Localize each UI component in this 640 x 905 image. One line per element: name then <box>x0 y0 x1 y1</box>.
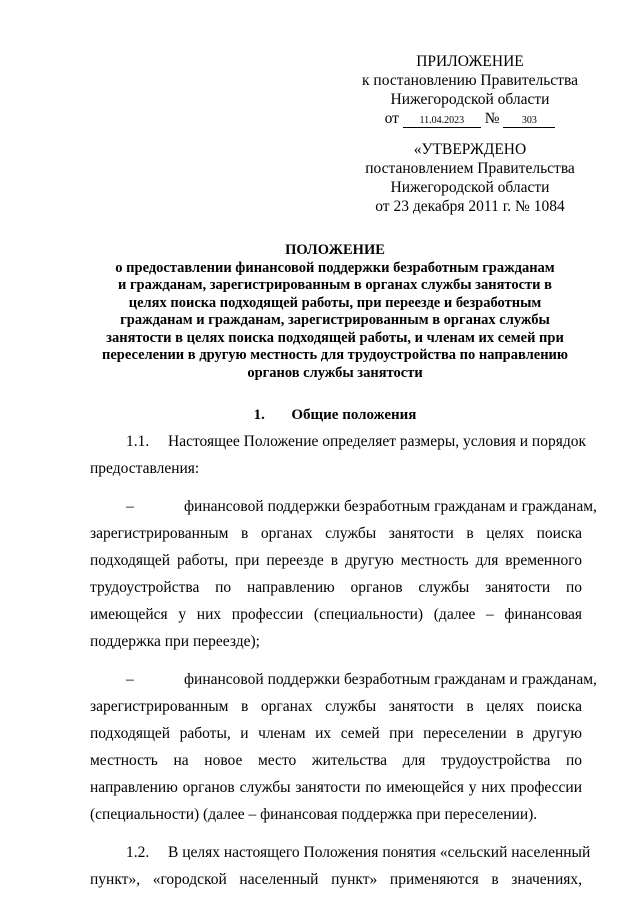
dash-marker: – <box>126 671 134 688</box>
paragraph-1-1-line: предоставления: <box>90 460 200 477</box>
approved-block <box>340 140 600 216</box>
bullet-1-line: трудоустройства по направлению органов службы занятости по <box>90 579 582 596</box>
bullet-1-line: имеющейся у них профессии (специальности) (далее – финансовая <box>90 606 582 623</box>
bullet-1-line: поддержка при переезде); <box>90 633 260 650</box>
appendix-date-line <box>340 109 600 128</box>
title-line: занятости в целях поиска подходящей работы, и членам их семей при <box>106 329 564 346</box>
approved-line-4: от 23 декабря 2011 г. № 1084 <box>375 198 565 215</box>
bullet-2-line: зарегистрированным в органах службы занятости в целях поиска <box>90 698 582 715</box>
title-line: и гражданам, зарегистрированным в органах службы занятости в <box>117 277 552 293</box>
approved-line-2: постановлением Правительства <box>365 160 575 177</box>
appendix-number: 303 <box>503 114 555 128</box>
bullet-2-line: подходящей работы, и членам их семей при переселении в другую <box>90 725 582 742</box>
section-number: 1. <box>253 407 265 423</box>
bullet-2-line: направлению органов службы занятости по имеющейся у них профессии <box>90 779 582 796</box>
appendix-line-3: Нижегородской области <box>390 91 550 108</box>
bullet-2-line: (специальности) (далее – финансовая поддержка при переселении). <box>90 806 538 823</box>
paragraph-number: 1.2. <box>126 844 150 861</box>
paragraph-1-1-line: 1.1. Настоящее Положение определяет размеры, условия и порядок <box>90 430 582 454</box>
bullet-2-line: местность на новое место жительства для трудоустройства по <box>90 752 582 769</box>
bullet-2-line: – финансовой поддержки безработным гражданам и гражданам, <box>90 668 582 692</box>
title-line: о предоставлении финансовой поддержки безработным гражданам <box>115 259 555 276</box>
from-label: от <box>384 110 399 127</box>
title-line: переселении в другую местность для трудоустройства по направлению <box>102 347 568 363</box>
document-title <box>75 242 595 382</box>
paragraph-1-2-line: 1.2. В целях настоящего Положения понятия «сельский населенный <box>90 841 582 865</box>
section-heading <box>75 406 595 425</box>
bullet-1-line: – финансовой поддержки безработным гражданам и гражданам, <box>90 495 582 519</box>
bullet-1-line: зарегистрированным в органах службы занятости в целях поиска <box>90 525 582 542</box>
title-line: органов службы занятости <box>247 364 423 381</box>
number-label: № <box>484 110 500 127</box>
title-line: целях поиска подходящей работы, при переезде и безработным <box>128 294 542 311</box>
appendix-line-2: к постановлению Правительства <box>362 72 578 89</box>
bullet-1-line: подходящей работы, при переезде в другую местность для временного <box>90 552 582 569</box>
appendix-date: 11.04.2023 <box>403 114 481 128</box>
appendix-block <box>340 52 600 128</box>
paragraph-number: 1.1. <box>126 433 150 450</box>
appendix-title: ПРИЛОЖЕНИЕ <box>416 53 524 70</box>
title-line: гражданам и гражданам, зарегистрированным в органах службы <box>120 312 550 328</box>
approved-line-3: Нижегородской области <box>390 179 550 196</box>
dash-marker: – <box>126 498 134 515</box>
paragraph-1-2-line: пункт», «городской населенный пункт» применяются в значениях, <box>90 871 582 888</box>
title-heading: ПОЛОЖЕНИЕ <box>285 242 385 258</box>
section-title: Общие положения <box>291 407 417 423</box>
approved-line-1: «УТВЕРЖДЕНО <box>413 141 527 158</box>
